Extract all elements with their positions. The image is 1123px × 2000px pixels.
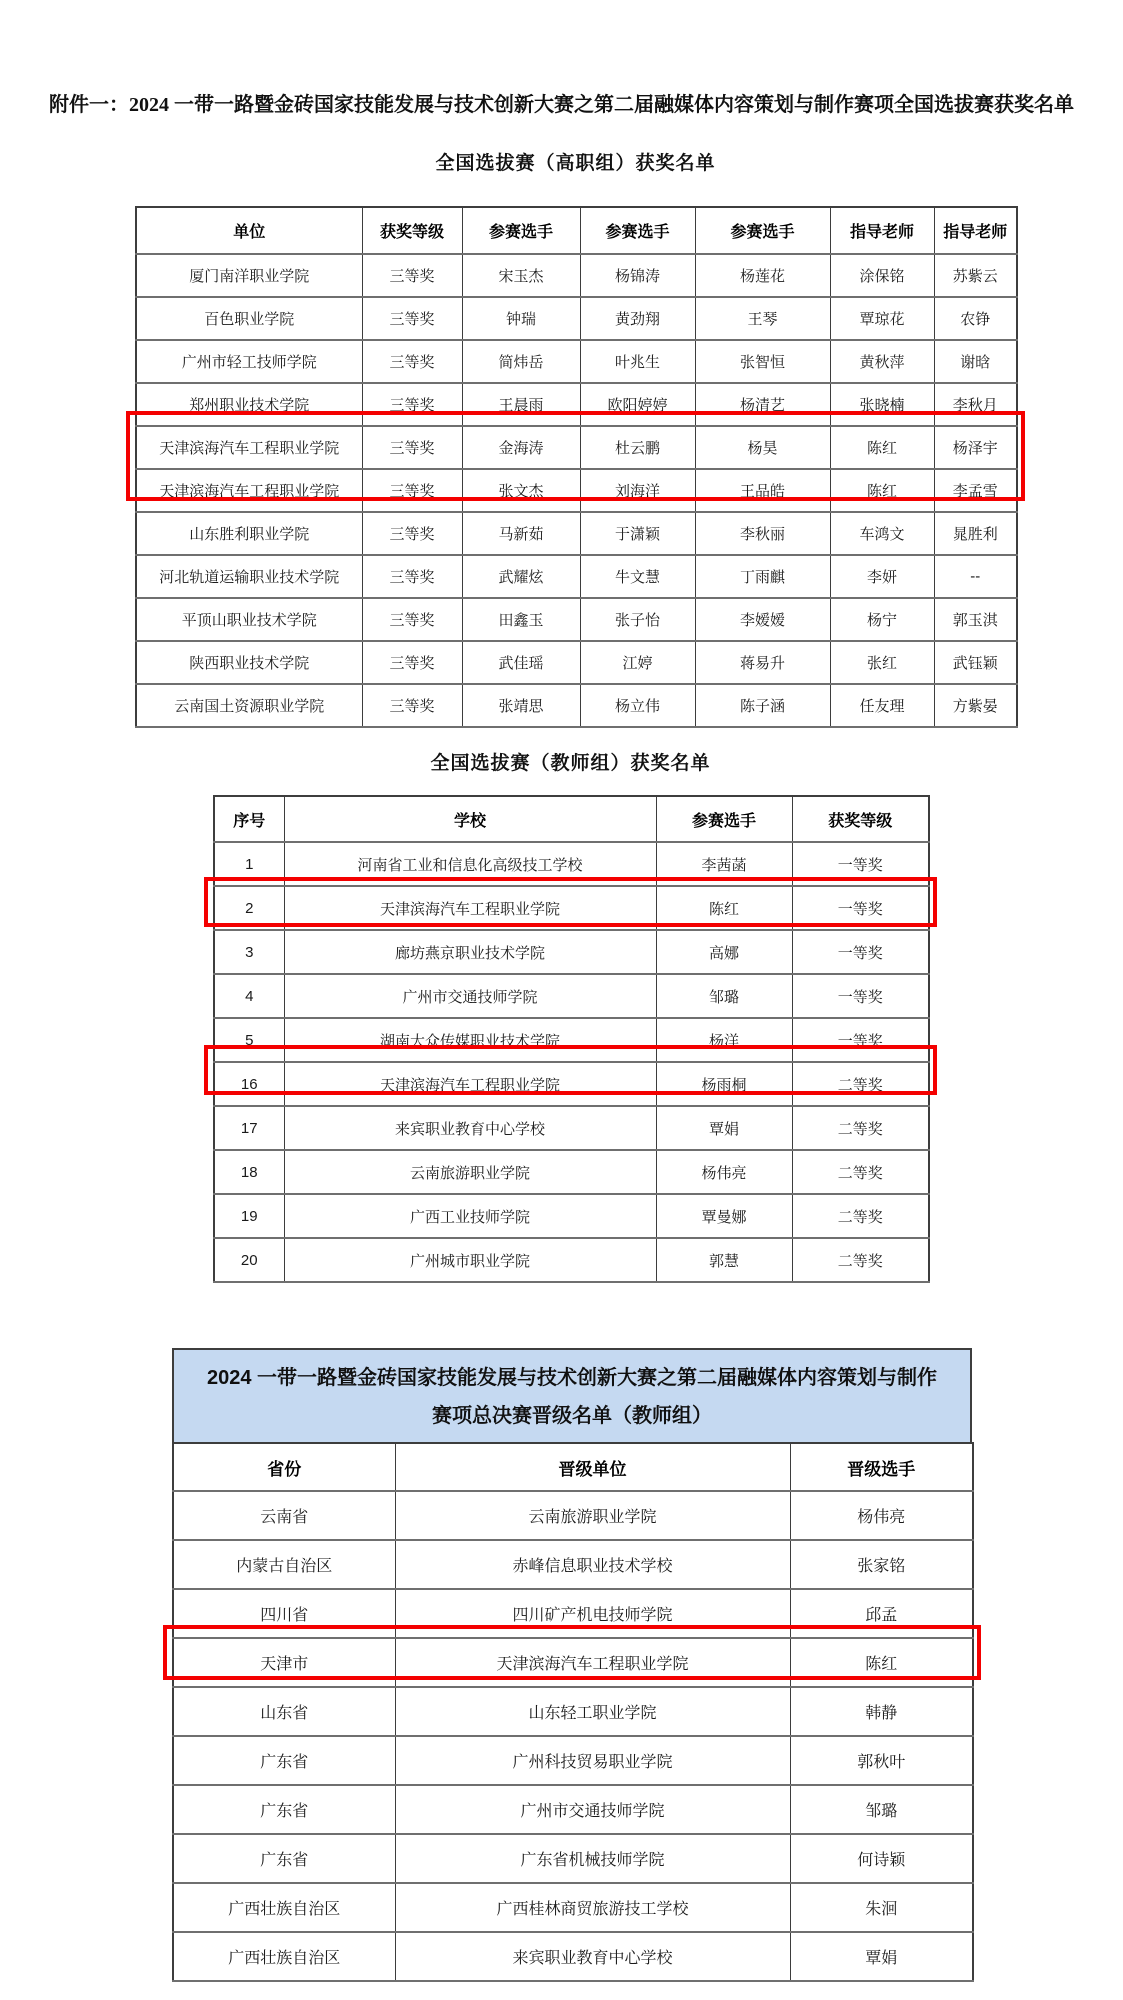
table-cell: 刘海洋	[580, 469, 695, 512]
table-cell: 广西工业技师学院	[284, 1194, 656, 1238]
table-cell: 一等奖	[792, 886, 929, 930]
table-cell: 来宾职业教育中心学校	[395, 1932, 790, 1981]
table-cell: 广州市交通技师学院	[284, 974, 656, 1018]
table-row	[214, 1194, 929, 1238]
table-cell: 山东轻工职业学院	[395, 1687, 790, 1736]
finals-table	[172, 1442, 974, 1982]
table-row	[136, 254, 1017, 297]
table-cell: 三等奖	[362, 383, 462, 426]
table-cell: 蒋易升	[695, 641, 830, 684]
table-cell: 云南旅游职业学院	[284, 1150, 656, 1194]
table-cell: 李秋月	[934, 383, 1017, 426]
table-cell: 李茜菡	[656, 842, 792, 886]
table-cell: 覃琼花	[830, 297, 934, 340]
table-cell: 谢晗	[934, 340, 1017, 383]
table-cell: 郭慧	[656, 1238, 792, 1282]
table-cell: 2	[214, 886, 284, 930]
table-cell: 一等奖	[792, 930, 929, 974]
table-cell: 云南旅游职业学院	[395, 1491, 790, 1540]
table-cell: 赤峰信息职业技术学校	[395, 1540, 790, 1589]
finals-banner	[172, 1348, 972, 1442]
table-row	[136, 641, 1017, 684]
table-cell: 3	[214, 930, 284, 974]
table-cell: 何诗颖	[790, 1834, 973, 1883]
table-row	[136, 598, 1017, 641]
table-cell: 陈红	[656, 886, 792, 930]
table-row	[214, 1238, 929, 1282]
table-cell: 二等奖	[792, 1062, 929, 1106]
table-header-cell: 序号	[214, 796, 284, 842]
table-cell: 任友理	[830, 684, 934, 727]
table-cell: 杨立伟	[580, 684, 695, 727]
table-cell: 牛文慧	[580, 555, 695, 598]
table-cell: 广州市交通技师学院	[395, 1785, 790, 1834]
table-cell: 20	[214, 1238, 284, 1282]
table-cell: 朱洄	[790, 1883, 973, 1932]
table-row	[136, 684, 1017, 727]
table-cell: 车鸿文	[830, 512, 934, 555]
table-cell: 覃曼娜	[656, 1194, 792, 1238]
table-cell: 邱孟	[790, 1589, 973, 1638]
table-row	[173, 1834, 973, 1883]
table-cell: 杨洋	[656, 1018, 792, 1062]
table-cell: 山东胜利职业学院	[136, 512, 362, 555]
table-cell: 杨伟亮	[790, 1491, 973, 1540]
table-cell: --	[934, 555, 1017, 598]
table-cell: 广州科技贸易职业学院	[395, 1736, 790, 1785]
table-row	[173, 1687, 973, 1736]
table-cell: 18	[214, 1150, 284, 1194]
table-cell: 一等奖	[792, 1018, 929, 1062]
table-cell: 河北轨道运输职业技术学院	[136, 555, 362, 598]
table-cell: 广州城市职业学院	[284, 1238, 656, 1282]
table-cell: 王晨雨	[462, 383, 580, 426]
table-cell: 广东省	[173, 1736, 395, 1785]
table-cell: 广西桂林商贸旅游技工学校	[395, 1883, 790, 1932]
table-row	[214, 974, 929, 1018]
table-cell: 三等奖	[362, 555, 462, 598]
table-cell: 张晓楠	[830, 383, 934, 426]
table-cell: 涂保铭	[830, 254, 934, 297]
table-row	[214, 930, 929, 974]
table-cell: 李孟雪	[934, 469, 1017, 512]
table-vocational	[135, 206, 1016, 728]
table-cell: 邹璐	[656, 974, 792, 1018]
table-cell: 广西壮族自治区	[173, 1883, 395, 1932]
table-cell: 杨宁	[830, 598, 934, 641]
table-cell: 云南国土资源职业学院	[136, 684, 362, 727]
table-cell: 陕西职业技术学院	[136, 641, 362, 684]
table-row	[173, 1932, 973, 1981]
table-header-cell: 单位	[136, 207, 362, 254]
table-cell: 郭玉淇	[934, 598, 1017, 641]
table-row	[136, 469, 1017, 512]
table-cell: 张文杰	[462, 469, 580, 512]
table-row	[173, 1589, 973, 1638]
table-cell: 黄秋萍	[830, 340, 934, 383]
table-cell: 广西壮族自治区	[173, 1932, 395, 1981]
table-cell: 平顶山职业技术学院	[136, 598, 362, 641]
table-cell: 广东省机械技师学院	[395, 1834, 790, 1883]
table-cell: 韩静	[790, 1687, 973, 1736]
table-cell: 杨雨桐	[656, 1062, 792, 1106]
table-cell: 欧阳婷婷	[580, 383, 695, 426]
table-cell: 郭秋叶	[790, 1736, 973, 1785]
table-cell: 二等奖	[792, 1238, 929, 1282]
table-cell: 覃娟	[790, 1932, 973, 1981]
table-cell: 三等奖	[362, 254, 462, 297]
table-header-cell: 晋级选手	[790, 1443, 973, 1491]
table-cell: 张智恒	[695, 340, 830, 383]
table-cell: 武钰颖	[934, 641, 1017, 684]
table-row	[214, 1062, 929, 1106]
table-header-cell: 指导老师	[830, 207, 934, 254]
table-cell: 江婷	[580, 641, 695, 684]
table-cell: 张靖思	[462, 684, 580, 727]
table-cell: 方紫晏	[934, 684, 1017, 727]
table-cell: 天津滨海汽车工程职业学院	[284, 1062, 656, 1106]
table-header-row	[173, 1443, 973, 1491]
table-row	[173, 1540, 973, 1589]
table-cell: 天津滨海汽车工程职业学院	[136, 469, 362, 512]
table-cell: 4	[214, 974, 284, 1018]
table-cell: 河南省工业和信息化高级技工学校	[284, 842, 656, 886]
table-cell: 三等奖	[362, 684, 462, 727]
table-cell: 张子怡	[580, 598, 695, 641]
table-cell: 百色职业学院	[136, 297, 362, 340]
table-cell: 来宾职业教育中心学校	[284, 1106, 656, 1150]
table-row	[173, 1736, 973, 1785]
table-row	[214, 886, 929, 930]
table-cell: 杨伟亮	[656, 1150, 792, 1194]
table-cell: 覃娟	[656, 1106, 792, 1150]
table-cell: 杨昊	[695, 426, 830, 469]
table-row	[214, 1106, 929, 1150]
table-cell: 二等奖	[792, 1194, 929, 1238]
table-header-cell: 参赛选手	[695, 207, 830, 254]
table-cell: 晁胜利	[934, 512, 1017, 555]
table-header-cell: 参赛选手	[462, 207, 580, 254]
table-cell: 三等奖	[362, 469, 462, 512]
table-cell: 廊坊燕京职业技术学院	[284, 930, 656, 974]
table-cell: 黄劲翔	[580, 297, 695, 340]
table-header-cell: 省份	[173, 1443, 395, 1491]
table-cell: 天津滨海汽车工程职业学院	[136, 426, 362, 469]
table-cell: 陈红	[830, 469, 934, 512]
table-cell: 三等奖	[362, 297, 462, 340]
table-header-cell: 参赛选手	[656, 796, 792, 842]
table-cell: 宋玉杰	[462, 254, 580, 297]
table-cell: 天津滨海汽车工程职业学院	[395, 1638, 790, 1687]
table-cell: 天津市	[173, 1638, 395, 1687]
table-cell: 一等奖	[792, 974, 929, 1018]
table-cell: 简炜岳	[462, 340, 580, 383]
table-row	[173, 1785, 973, 1834]
table-row	[173, 1491, 973, 1540]
table-cell: 杨泽宇	[934, 426, 1017, 469]
table-cell: 厦门南洋职业学院	[136, 254, 362, 297]
table-cell: 1	[214, 842, 284, 886]
table-cell: 李妍	[830, 555, 934, 598]
table-cell: 广州市轻工技师学院	[136, 340, 362, 383]
table-cell: 5	[214, 1018, 284, 1062]
table-row	[136, 426, 1017, 469]
table-cell: 农铮	[934, 297, 1017, 340]
table-row	[136, 512, 1017, 555]
table-cell: 张家铭	[790, 1540, 973, 1589]
table-row	[136, 383, 1017, 426]
table-cell: 三等奖	[362, 512, 462, 555]
table-cell: 陈红	[830, 426, 934, 469]
teacher-table	[213, 795, 930, 1283]
table-row	[173, 1883, 973, 1932]
table-cell: 云南省	[173, 1491, 395, 1540]
table-cell: 李嫒嫒	[695, 598, 830, 641]
table-cell: 丁雨麒	[695, 555, 830, 598]
table-cell: 钟瑞	[462, 297, 580, 340]
table-finals	[172, 1442, 972, 1982]
table-cell: 四川矿产机电技师学院	[395, 1589, 790, 1638]
section-title-teacher: 全国选拔赛（教师组）获奖名单	[430, 753, 711, 774]
table-row	[214, 1150, 929, 1194]
table-cell: 三等奖	[362, 598, 462, 641]
table-cell: 陈子涵	[695, 684, 830, 727]
table-cell: 19	[214, 1194, 284, 1238]
table-cell: 四川省	[173, 1589, 395, 1638]
table-header-cell: 获奖等级	[792, 796, 929, 842]
table-cell: 杨清艺	[695, 383, 830, 426]
table-cell: 杨莲花	[695, 254, 830, 297]
table-cell: 王品皓	[695, 469, 830, 512]
table-cell: 二等奖	[792, 1106, 929, 1150]
table-cell: 内蒙古自治区	[173, 1540, 395, 1589]
table-cell: 杨锦涛	[580, 254, 695, 297]
table-cell: 马新茹	[462, 512, 580, 555]
table-header-cell: 指导老师	[934, 207, 1017, 254]
table-cell: 金海涛	[462, 426, 580, 469]
table-header-cell: 晋级单位	[395, 1443, 790, 1491]
table-cell: 陈红	[790, 1638, 973, 1687]
table-cell: 于潇颖	[580, 512, 695, 555]
vocational-table	[135, 206, 1018, 728]
table-cell: 邹璐	[790, 1785, 973, 1834]
table-cell: 高娜	[656, 930, 792, 974]
table-cell: 李秋丽	[695, 512, 830, 555]
table-cell: 武佳瑶	[462, 641, 580, 684]
table-cell: 一等奖	[792, 842, 929, 886]
table-row	[136, 297, 1017, 340]
table-cell: 天津滨海汽车工程职业学院	[284, 886, 656, 930]
table-cell: 田鑫玉	[462, 598, 580, 641]
table-cell: 郑州职业技术学院	[136, 383, 362, 426]
table-cell: 叶兆生	[580, 340, 695, 383]
table-cell: 17	[214, 1106, 284, 1150]
table-cell: 山东省	[173, 1687, 395, 1736]
table-row	[173, 1638, 973, 1687]
finals-banner-line1: 2024 一带一路暨金砖国家技能发展与技术创新大赛之第二届融媒体内容策划与制作	[206, 1367, 938, 1389]
table-cell: 张红	[830, 641, 934, 684]
table-cell: 16	[214, 1062, 284, 1106]
table-header-row	[136, 207, 1017, 254]
table-cell: 广东省	[173, 1785, 395, 1834]
table-row	[136, 555, 1017, 598]
table-header-cell: 参赛选手	[580, 207, 695, 254]
table-row	[214, 842, 929, 886]
table-row	[214, 1018, 929, 1062]
table-header-row	[214, 796, 929, 842]
section-title-vocational: 全国选拔赛（高职组）获奖名单	[435, 153, 716, 174]
table-cell: 三等奖	[362, 426, 462, 469]
table-teacher	[213, 795, 928, 1283]
table-cell: 湖南大众传媒职业技术学院	[284, 1018, 656, 1062]
table-row	[136, 340, 1017, 383]
table-header-cell: 学校	[284, 796, 656, 842]
finals-banner-line2: 赛项总决赛晋级名单（教师组）	[432, 1405, 712, 1427]
table-cell: 苏紫云	[934, 254, 1017, 297]
main-title: 附件一：2024 一带一路暨金砖国家技能发展与技术创新大赛之第二届融媒体内容策划与制作赛项全国选拔赛获奖名单	[49, 94, 1074, 116]
table-header-cell: 获奖等级	[362, 207, 462, 254]
table-cell: 三等奖	[362, 641, 462, 684]
table-cell: 杜云鹏	[580, 426, 695, 469]
table-cell: 广东省	[173, 1834, 395, 1883]
table-cell: 武耀炫	[462, 555, 580, 598]
table-cell: 三等奖	[362, 340, 462, 383]
table-cell: 王琴	[695, 297, 830, 340]
table-cell: 二等奖	[792, 1150, 929, 1194]
